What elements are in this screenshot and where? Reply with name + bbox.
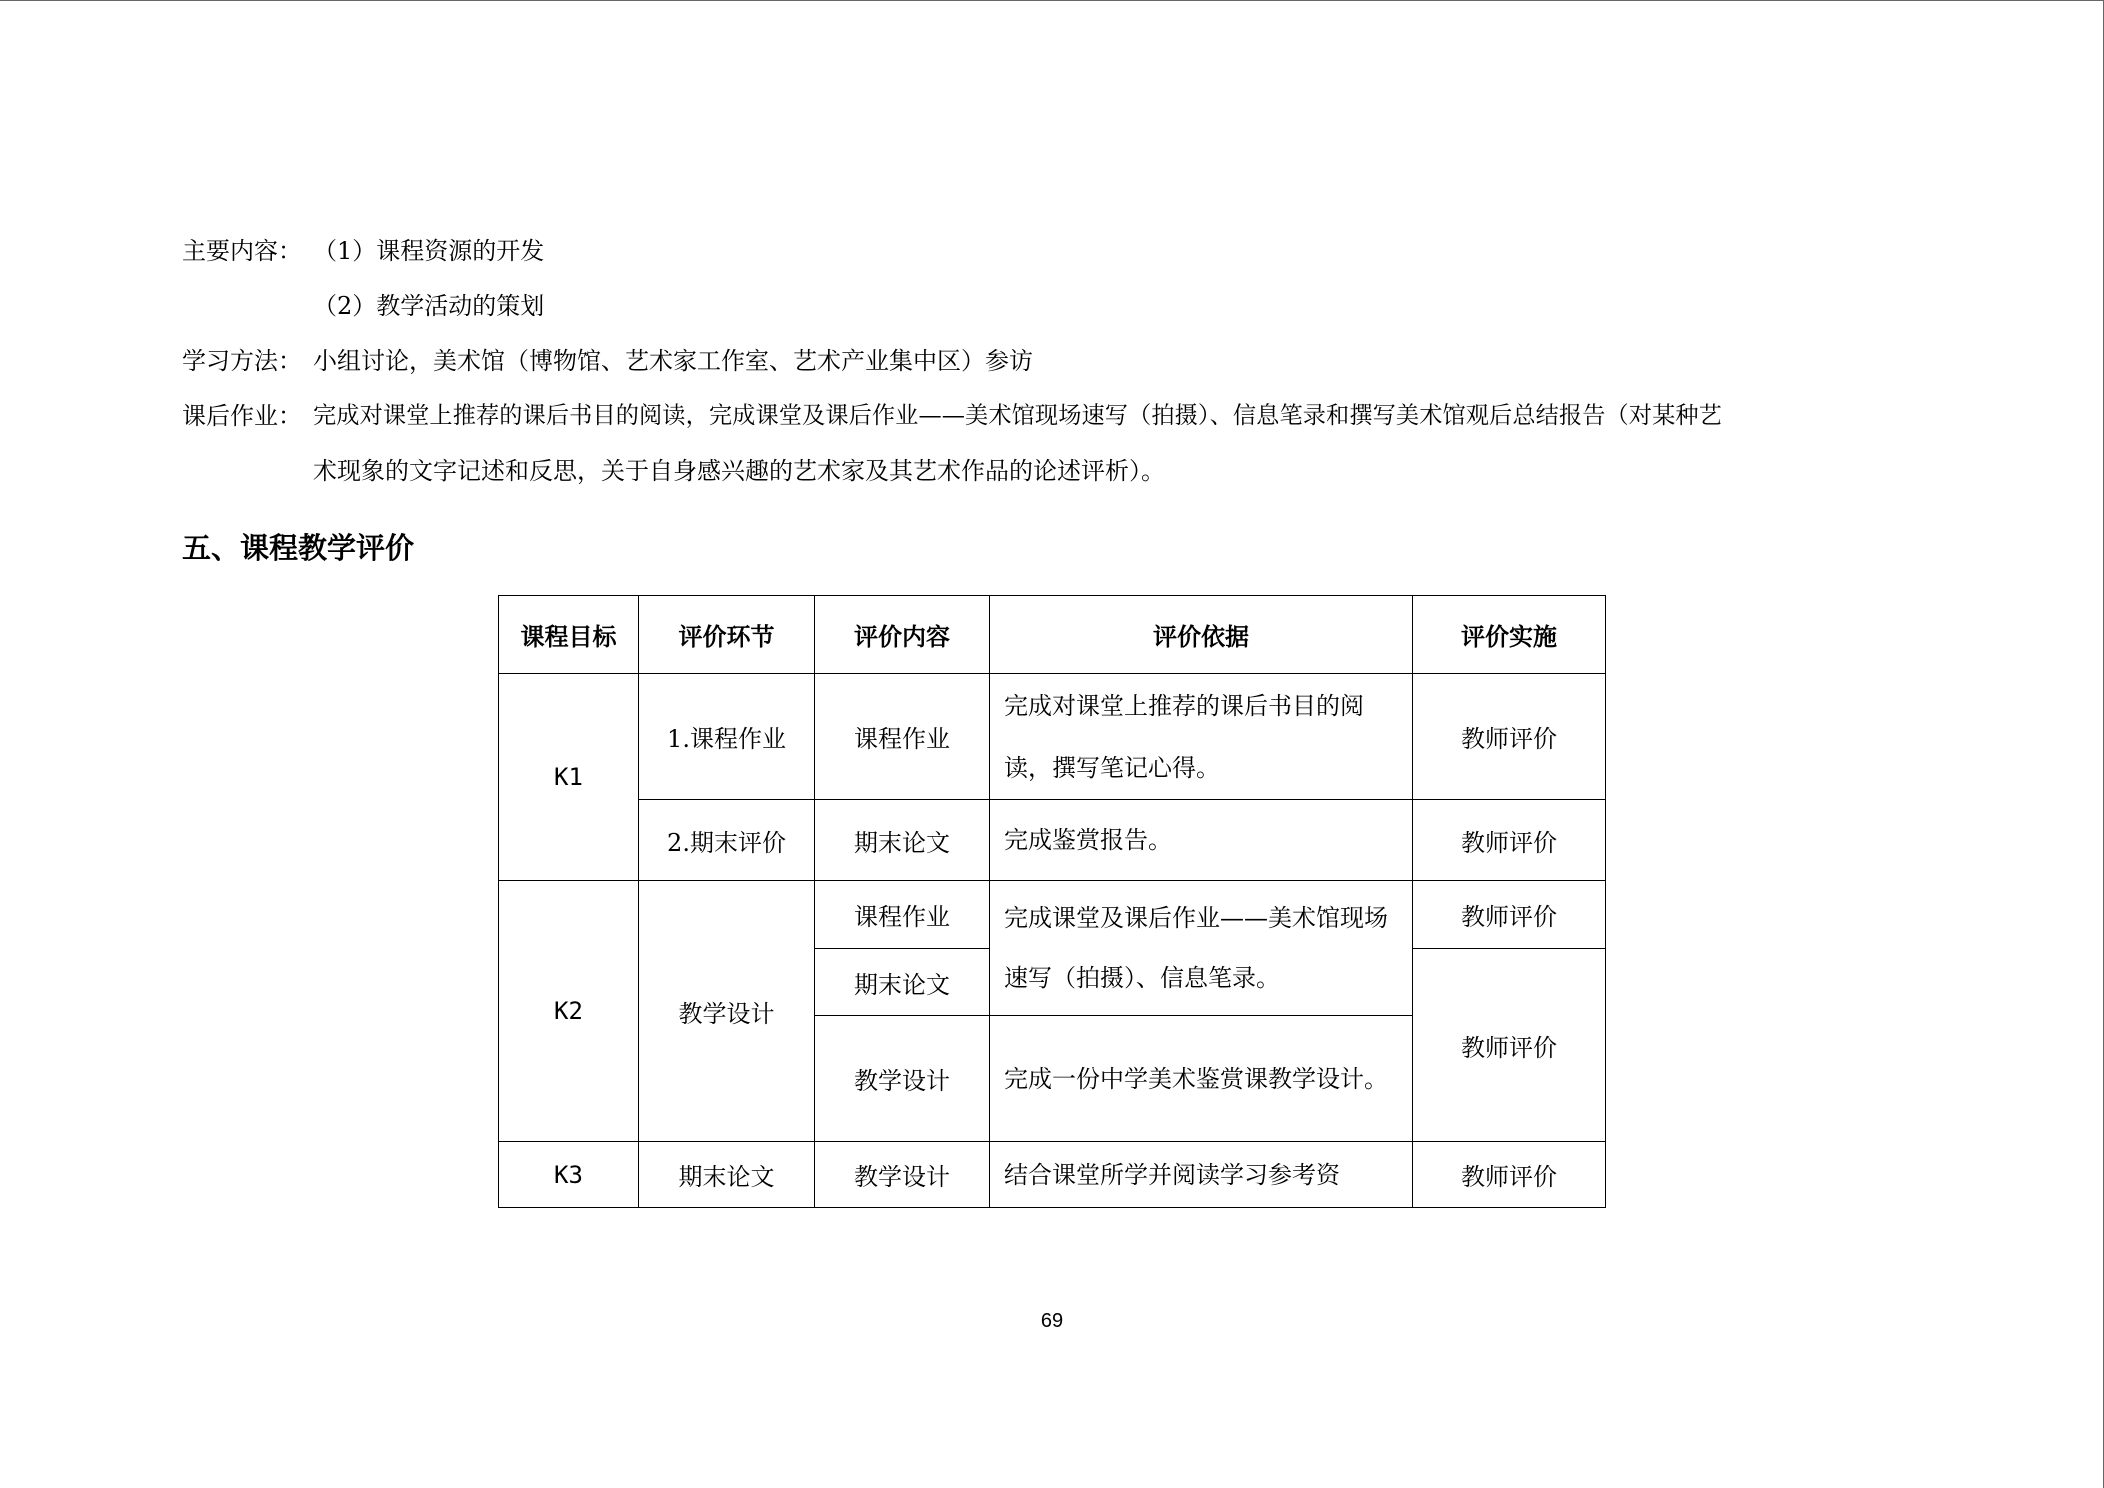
main-content-item-2: （2）教学活动的策划 [313,292,545,320]
section-heading: 五、课程教学评价 [182,531,415,565]
homework-line-1: 完成对课堂上推荐的课后书目的阅读，完成课堂及课后作业——美术馆现场速写（拍摄）、信息笔录和撰写美术馆观后总结报告（对某种艺 [313,402,1722,429]
main-content-item-1: （1）课程资源的开发 [313,237,545,265]
goal-k3: K3 [499,1142,639,1208]
page-number: 69 [1040,1310,1064,1332]
study-method-text: 小组讨论，美术馆（博物馆、艺术家工作室、艺术产业集中区）参访 [313,347,1033,375]
homework-label: 课后作业： [182,402,302,430]
k2-impl-shared: 教师评价 [1413,949,1606,1142]
k2-content-3: 教学设计 [815,1016,990,1142]
k1-impl-2: 教师评价 [1413,800,1606,881]
main-content-label: 主要内容： [182,237,302,265]
k1-stage-2: 2.期末评价 [639,800,815,881]
header-basis: 评价依据 [990,596,1413,674]
k1-content-1: 课程作业 [815,674,990,800]
k2-content-2: 期末论文 [815,949,990,1016]
k2-basis-shared: 完成课堂及课后作业——美术馆现场速写（拍摄）、信息笔录。 [990,881,1413,1016]
goal-k2: K2 [499,881,639,1142]
header-content: 评价内容 [815,596,990,674]
k2-content-1: 课程作业 [815,881,990,949]
k2-basis-3: 完成一份中学美术鉴赏课教学设计。 [990,1016,1413,1142]
k1-basis-2: 完成鉴赏报告。 [990,800,1413,881]
table-row [499,1142,1606,1208]
table-row [499,800,1606,881]
table-row [499,674,1606,800]
k1-content-2: 期末论文 [815,800,990,881]
header-implementation: 评价实施 [1413,596,1606,674]
k3-impl: 教师评价 [1413,1142,1606,1208]
k3-content: 教学设计 [815,1142,990,1208]
goal-k1: K1 [499,674,639,881]
table-row [499,881,1606,949]
header-goal: 课程目标 [499,596,639,674]
k2-impl-1: 教师评价 [1413,881,1606,949]
evaluation-table [498,595,1606,1208]
study-method-label: 学习方法： [182,347,302,375]
k3-basis: 结合课堂所学并阅读学习参考资 [990,1142,1413,1208]
k1-stage-1: 1.课程作业 [639,674,815,800]
k1-impl-1: 教师评价 [1413,674,1606,800]
k3-stage: 期末论文 [639,1142,815,1208]
k1-basis-1: 完成对课堂上推荐的课后书目的阅读，撰写笔记心得。 [990,674,1413,800]
homework-line-2: 术现象的文字记述和反思，关于自身感兴趣的艺术家及其艺术作品的论述评析）。 [313,457,1165,485]
k2-stage: 教学设计 [639,881,815,1142]
table-header-row [499,596,1606,674]
header-stage: 评价环节 [639,596,815,674]
